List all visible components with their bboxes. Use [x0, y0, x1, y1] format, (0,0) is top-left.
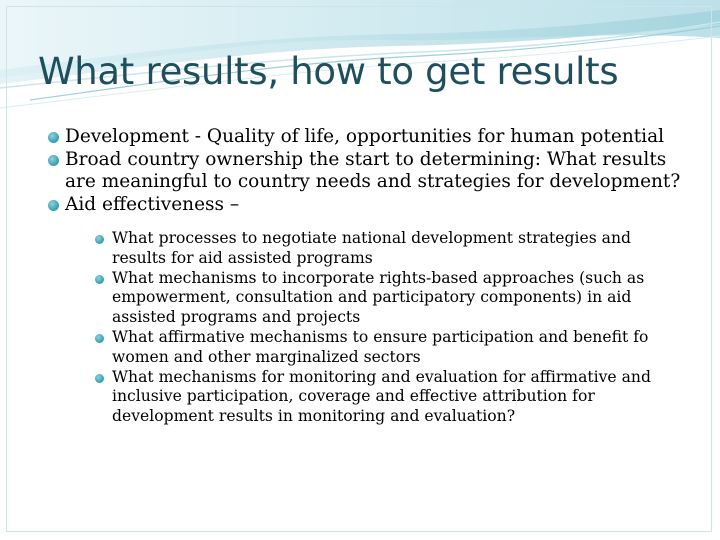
teal-circle-bullet-icon: [95, 275, 104, 284]
sub-bullet-text: What mechanisms to incorporate rights-based approaches (such as empowerment, consultation and participatory components) in aid assisted programs and projects: [112, 268, 645, 327]
teal-circle-bullet-icon: [95, 334, 104, 343]
sub-bullet-text: What mechanisms for monitoring and evaluation for affirmative and inclusive participation, coverage and effective attribution for development results in monitoring and evaluation?: [112, 367, 651, 426]
bullet-text: Aid effectiveness –: [65, 193, 240, 215]
bullet-item: [48, 149, 688, 194]
bullet-text: Development - Quality of life, opportunities for human potential: [65, 126, 665, 147]
slide-title: What results, how to get results: [38, 50, 619, 93]
bullet-text: Broad country ownership the start to determining: What results are meaningful to country needs and strategies for development?: [65, 148, 681, 192]
bullet-item: [48, 126, 688, 149]
bullet-list: [48, 126, 688, 427]
bullet-content: [48, 126, 688, 427]
teal-circle-bullet-icon: [48, 200, 59, 211]
sub-bullet-item: [95, 368, 688, 427]
teal-circle-bullet-icon: [95, 235, 104, 244]
bullet-item: [48, 194, 688, 427]
sub-bullet-list: [95, 229, 688, 427]
sub-bullet-item: [95, 328, 688, 368]
teal-circle-bullet-icon: [48, 132, 59, 143]
teal-circle-bullet-icon: [48, 155, 59, 166]
sub-bullet-item: [95, 229, 688, 269]
sub-bullet-text: What processes to negotiate national development strategies and results for aid assisted programs: [112, 229, 631, 267]
teal-circle-bullet-icon: [95, 374, 104, 383]
sub-bullet-item: [95, 269, 688, 328]
sub-bullet-text: What affirmative mechanisms to ensure participation and benefit fo women and other marginalized sectors: [112, 327, 649, 366]
